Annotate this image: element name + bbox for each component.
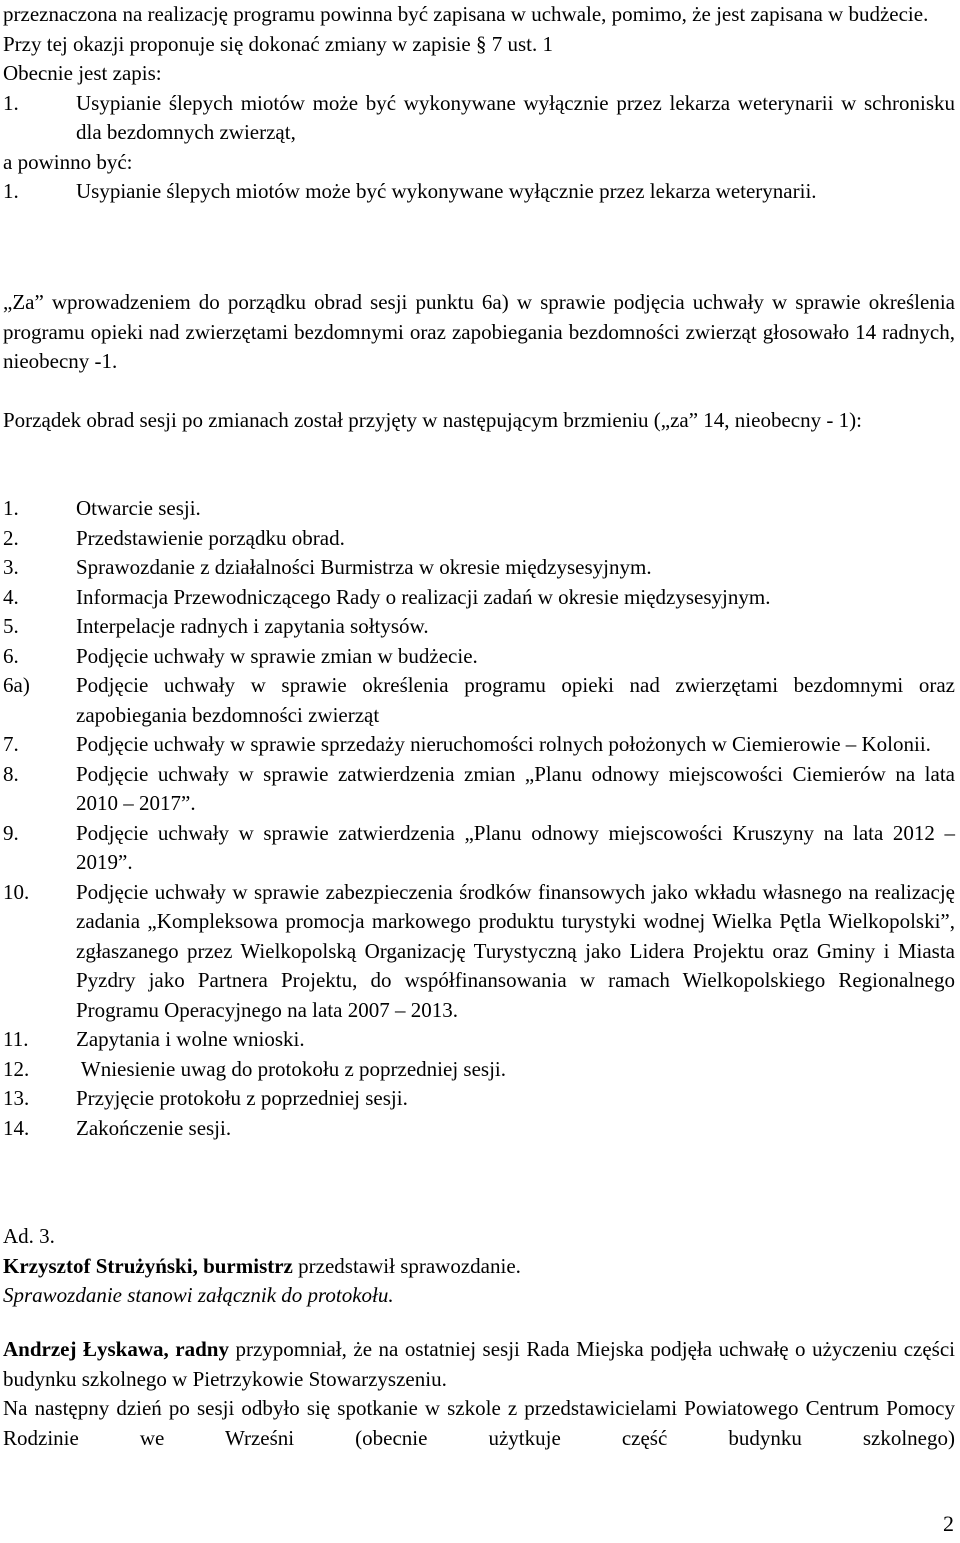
intro-line-3: Obecnie jest zapis: (3, 61, 162, 85)
ad3-speaker-rest: przedstawił sprawozdanie. (292, 1253, 521, 1278)
agenda-item-text: Interpelacje radnych i zapytania sołtysów. (76, 614, 429, 638)
agenda-item (3, 494, 955, 524)
agenda-item-number: 8. (3, 761, 19, 786)
agenda-item-text: Zapytania i wolne wnioski. (76, 1027, 305, 1051)
agenda-item-number: 7. (3, 732, 19, 756)
ad3-speaker: Krzysztof Strużyński, burmistrz (3, 1253, 293, 1278)
new-provision-number: 1. (3, 179, 19, 203)
ad3-note-text: Sprawozdanie stanowi załącznik do protokołu. (3, 1283, 394, 1307)
intro-line-4: a powinno być: (3, 149, 133, 174)
agenda-item (3, 612, 955, 642)
lyskawa-text-2: Na następny dzień po sesji odbyło się spotkanie w szkole z przedstawicielami Powiatowego Centrum Pomocy Rodzinie we Wrześni (obecnie użytkuje część budynku szkolnego) (3, 1396, 955, 1450)
agenda-item-number: 5. (3, 614, 19, 638)
intro-line-2: Przy tej okazji proponuje się dokonać zmiany w zapisie § 7 ust. 1 (3, 31, 553, 56)
agenda-item-text: Wniesienie uwag do protokołu z poprzedniej sesji. (76, 1056, 507, 1081)
old-provision (3, 89, 955, 148)
agenda-item-number: 6a) (3, 673, 30, 697)
agenda-item (3, 1114, 955, 1144)
agenda-item-text: Podjęcie uchwały w sprawie zmian w budżecie. (76, 643, 478, 668)
agenda-item-number: 11. (3, 1027, 29, 1051)
agenda-item-number: 14. (3, 1115, 30, 1140)
agenda-item (3, 819, 955, 878)
agenda-item (3, 1025, 955, 1055)
agenda-item-text: Otwarcie sesji. (76, 496, 201, 520)
lyskawa-text-1: przypomniał, że na ostatniej sesji Rada Miejska podjęła uchwałę o użyczeniu części budynku szkolnego w Pietrzykowie Stowarzyszeniu. (3, 1337, 955, 1391)
vote-paragraph: „Za” wprowadzeniem do porządku obrad sesji punktu 6a) w sprawie podjęcia uchwały w sprawie określenia programu opieki nad zwierzętami bezdomnymi oraz zapobiegania bezdomności zwierząt głosowało 14 radnych, nieobecny -1. (3, 290, 955, 373)
agenda-item-text: Sprawozdanie z działalności Burmistrza w okresie międzysesyjnym. (76, 555, 652, 579)
ad3-note (3, 1281, 955, 1311)
agenda-item (3, 1055, 955, 1085)
old-provision-text: Usypianie ślepych miotów może być wykonywane wyłącznie przez lekarza weterynarii w schronisku dla bezdomnych zwierząt, (76, 90, 955, 144)
agenda-item (3, 730, 955, 760)
ad3-heading: Ad. 3. (3, 1224, 55, 1248)
agenda-item-text: Przyjęcie protokołu z poprzedniej sesji. (76, 1086, 408, 1110)
agenda-item-number: 2. (3, 525, 19, 550)
lyskawa-speaker: Andrzej Łyskawa, radny (3, 1337, 229, 1361)
agenda-item (3, 671, 955, 730)
intro-section (3, 0, 955, 207)
agenda-item-number: 4. (3, 584, 19, 609)
agenda-intro-section (3, 406, 955, 436)
agenda-item-text: Informacja Przewodniczącego Rady o realizacji zadań w okresie międzysesyjnym. (76, 584, 771, 609)
agenda-item-text: Podjęcie uchwały w sprawie zabezpieczenia środków finansowych jako wkładu własnego na realizację zadania „Kompleksowa promocja markowego produktu turystyki wodnej Wielka Pętla Wielkopolski”, zgłaszanego przez Wielkopolską Organizację Turystyczną jako Lidera Projektu oraz Gminy i Miasta Pyzdry jako Partnera Projektu, do współfinansowania w ramach Wielkopolskiego Regionalnego Programu Operacyjnego na lata 2007 – 2013. (76, 879, 955, 1022)
agenda-item-number: 10. (3, 879, 30, 904)
new-provision (3, 177, 955, 207)
agenda-item (3, 878, 955, 1026)
agenda-item-number: 1. (3, 496, 19, 520)
agenda-intro: Porządek obrad sesji po zmianach został przyjęty w następującym brzmieniu („za” 14, nieobecny - 1): (3, 408, 862, 432)
agenda-item-number: 13. (3, 1086, 30, 1110)
old-provision-number: 1. (3, 90, 19, 115)
agenda-item-text: Przedstawienie porządku obrad. (76, 525, 345, 550)
agenda-item-number: 9. (3, 820, 19, 845)
agenda-item (3, 583, 955, 613)
agenda-item-number: 3. (3, 555, 19, 579)
vote-section (3, 288, 955, 377)
lyskawa-statement (3, 1335, 955, 1394)
ad3-section (3, 1222, 955, 1311)
agenda-list (3, 494, 955, 1143)
agenda-section (3, 494, 955, 1143)
lyskawa-section (3, 1335, 955, 1453)
agenda-item-number: 12. (3, 1056, 30, 1081)
new-provision-text: Usypianie ślepych miotów może być wykonywane wyłącznie przez lekarza weterynarii. (76, 179, 817, 203)
agenda-item-text: Podjęcie uchwały w sprawie zatwierdzenia zmian „Planu odnowy miejscowości Ciemierów na lata 2010 – 2017”. (76, 761, 955, 815)
agenda-item-text: Podjęcie uchwały w sprawie zatwierdzenia „Planu odnowy miejscowości Kruszyny na lata 2012 – 2019”. (76, 820, 955, 874)
agenda-item (3, 553, 955, 583)
agenda-item (3, 760, 955, 819)
intro-line-1: przeznaczona na realizację programu powinna być zapisana w uchwale, pomimo, że jest zapisana w budżecie. (3, 2, 929, 26)
agenda-item (3, 524, 955, 554)
agenda-item (3, 1084, 955, 1114)
ad3-statement (3, 1252, 955, 1282)
agenda-item-text: Podjęcie uchwały w sprawie sprzedaży nieruchomości rolnych położonych w Ciemierowie – Kolonii. (76, 732, 931, 756)
agenda-item-text: Podjęcie uchwały w sprawie określenia programu opieki nad zwierzętami bezdomnymi oraz zapobiegania bezdomności zwierząt (76, 673, 955, 727)
page-number: 2 (943, 1511, 954, 1536)
agenda-item-number: 6. (3, 643, 19, 668)
agenda-item (3, 642, 955, 672)
agenda-item-text: Zakończenie sesji. (76, 1115, 232, 1140)
